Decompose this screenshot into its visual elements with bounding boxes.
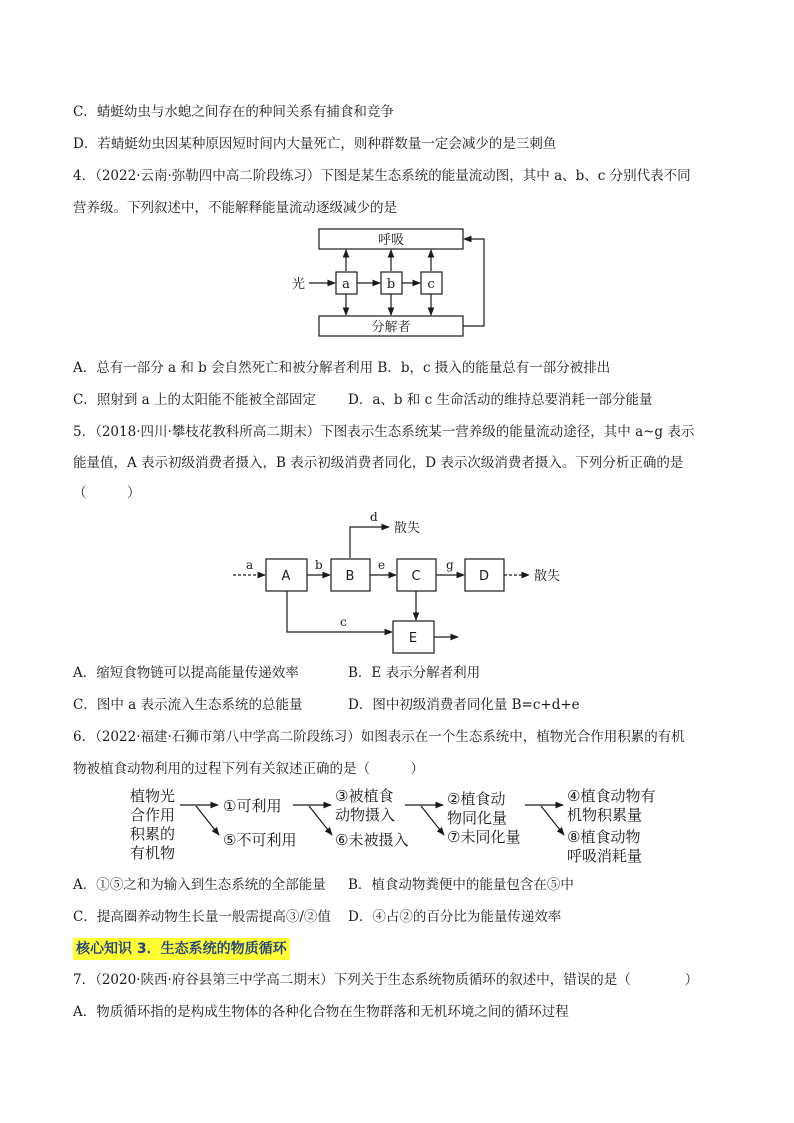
node-2-label-2: 物同化量 [447, 809, 508, 827]
box-D-label: D [478, 569, 490, 584]
node-7-label: ⑦未同化量 [447, 828, 521, 846]
q5-option-d: D．图中初级消费者同化量 B=c+d+e [348, 697, 580, 713]
q4-option-ab: A．总有一部分 a 和 b 会自然死亡和被分解者利用 B．b，c 摄入的能量总有一部分被排出 [73, 360, 611, 376]
box-A-label: A [281, 569, 291, 584]
q5-stem-line-2: 能量值，A 表示初级消费者摄入，B 表示初级消费者同化，D 表示次级消费者摄入。下列分析正确的是 [73, 455, 684, 471]
q5-answer-blank: （ ） [73, 485, 141, 501]
flow-d-label: d [370, 510, 378, 524]
q6-stem-line-1: 6．（2022·福建·石狮市第八中学高二阶段练习）如图表示在一个生态系统中，植物光合作用积累的有机 [73, 729, 685, 745]
q3-option-d: D．若蜻蜓幼虫因某种原因短时间内大量死亡，则种群数量一定会减少的是三刺鱼 [73, 136, 557, 152]
plant-label-1: 植物光 [130, 787, 176, 805]
node-3-label-1: ③被植食 [335, 787, 394, 805]
q5-option-a: A．缩短食物链可以提高能量传递效率 [73, 665, 299, 681]
flow-e-label: e [378, 558, 386, 572]
loss-right-label: 散失 [534, 569, 561, 584]
node-1-label: ①可利用 [223, 797, 282, 815]
flow-g-label: g [446, 558, 454, 572]
node-b-label: b [386, 277, 396, 292]
node-4-label-1: ④植食动物有 [567, 787, 656, 805]
q3-option-c: C．蜻蜓幼虫与水螅之间存在的种间关系有捕食和竞争 [73, 104, 394, 120]
q7-stem: 7．（2020·陕西·府谷县第三中学高二期末）下列关于生态系统物质循环的叙述中，错误的是（ ） [73, 972, 699, 988]
node-5-label: ⑤不可利用 [223, 831, 297, 849]
section-heading: 核心知识 3．生态系统的物质循环 [73, 938, 290, 960]
respiration-label: 呼吸 [377, 233, 405, 248]
q7-option-a: A．物质循环指的是构成生物体的各种化合物在生物群落和无机环境之间的循环过程 [73, 1004, 569, 1020]
q5-option-c: C．图中 a 表示流入生态系统的总能量 [73, 697, 303, 713]
q5-stem-line-1: 5．（2018·四川·攀枝花教科所高二期末）下图表示生态系统某一营养级的能量流动途径，其中 a~g 表示 [73, 424, 695, 440]
loss-top-label: 散失 [394, 521, 421, 536]
box-B-label: B [345, 569, 355, 584]
q6-option-b: B．植食动物粪便中的能量包含在⑤中 [348, 877, 574, 893]
node-4-label-2: 机物积累量 [567, 806, 643, 824]
q4-stem-line-2: 营养级。下列叙述中，不能解释能量流动逐级减少的是 [73, 200, 397, 216]
node-2-label-1: ②植食动 [447, 790, 506, 808]
q6-option-c: C．提高圈养动物生长量一般需提高③/②值 [73, 909, 331, 925]
plant-label-2: 合作用 [130, 806, 176, 824]
node-c-label: c [427, 277, 435, 292]
q4-option-d: D．a、b 和 c 生命活动的维持总要消耗一部分能量 [348, 392, 653, 408]
q6-option-d: D．④占②的百分比为能量传递效率 [348, 909, 562, 925]
flow-b-label: b [315, 558, 323, 572]
q4-option-c: C．照射到 a 上的太阳能不能被全部固定 [73, 392, 316, 408]
q5-option-b: B．E 表示分解者利用 [348, 665, 481, 681]
box-E-label: E [408, 631, 418, 646]
box-C-label: C [411, 569, 421, 584]
q4-stem-line-1: 4．（2022·云南·弥勒四中高二阶段练习）下图是某生态系统的能量流动图，其中 a、b、c 分别代表不同 [73, 168, 691, 184]
node-a-label: a [342, 277, 350, 292]
node-8-label-2: 呼吸消耗量 [567, 847, 643, 865]
q6-option-a: A．①⑤之和为输入到生态系统的全部能量 [73, 877, 326, 893]
flow-a-label: a [246, 558, 254, 572]
node-3-label-2: 动物摄入 [335, 806, 396, 824]
decomposer-label: 分解者 [371, 320, 411, 335]
node-6-label: ⑥未被摄入 [335, 831, 409, 849]
node-8-label-1: ⑧植食动物 [567, 828, 641, 846]
q6-stem-line-2: 物被植食动物利用的过程下列有关叙述正确的是（ ） [73, 761, 424, 777]
plant-label-3: 积累的 [130, 825, 176, 843]
flow-c-label: c [340, 615, 347, 629]
light-label: 光 [292, 277, 306, 292]
plant-label-4: 有机物 [130, 844, 176, 862]
